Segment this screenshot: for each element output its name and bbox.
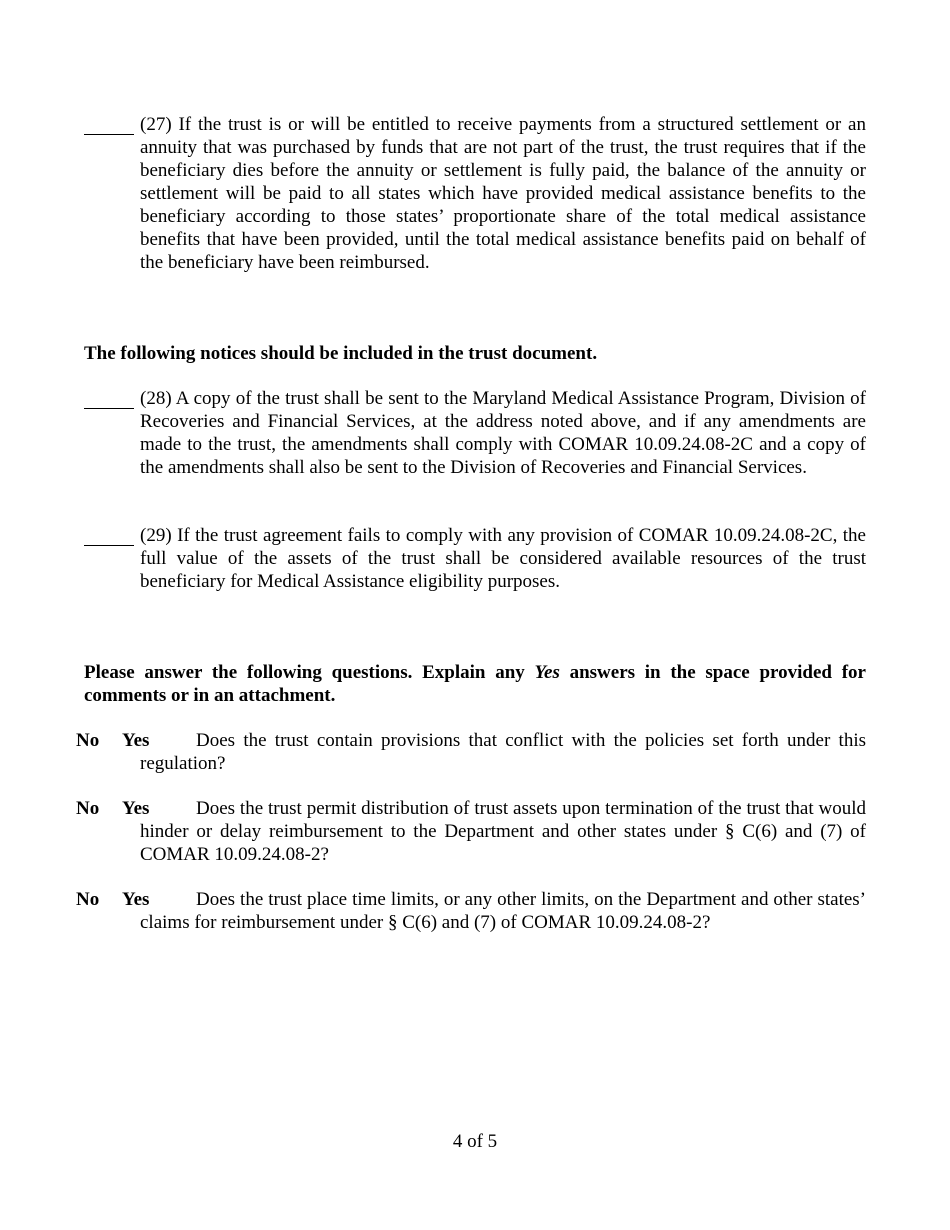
answer-no-3[interactable]: No — [76, 889, 100, 910]
checkmark-blank-29[interactable] — [84, 524, 134, 546]
provision-28 — [84, 387, 866, 479]
page-number: 4 of 5 — [452, 1131, 498, 1152]
provision-27-text: (27) If the trust is or will be entitled to receive payments from a structured settlement or an annuity that was purchased by funds that are not part of the trust, the trust requires that if the beneficiary dies before the annuity or settlement is fully paid, the balance of the annuity or settlement will be paid to all states which have provided medical assistance benefits to the beneficiary according to those states’ proportionate share of the total medical assistance benefits that have been provided, until the total medical assistance benefits paid on behalf of the beneficiary have been reimbursed. — [140, 114, 866, 273]
question-3-text: Does the trust place time limits, or any other limits, on the Department and other states’ claims for reimbursement under § C(6) and (7) of COMAR 10.09.24.08-2? — [140, 889, 866, 933]
question-3 — [76, 888, 866, 934]
question-1-text: Does the trust contain provisions that conflict with the policies set forth under this regulation? — [140, 730, 866, 774]
questions-heading-part1: Please answer the following questions. Explain any — [84, 662, 535, 683]
question-2-text: Does the trust permit distribution of trust assets upon termination of the trust that would hinder or delay reimbursement to the Department and other states under § C(6) and (7) of COMAR 10.09.24.08-2? — [140, 798, 866, 865]
provision-27 — [84, 113, 866, 274]
checkmark-blank-27[interactable] — [84, 113, 134, 135]
question-1 — [76, 729, 866, 775]
answer-yes-1[interactable]: Yes — [122, 730, 150, 751]
questions-heading-emphasis: Yes — [534, 662, 560, 683]
notices-heading: The following notices should be included in the trust document. — [84, 343, 598, 364]
provision-29-text: (29) If the trust agreement fails to comply with any provision of COMAR 10.09.24.08-2C, the full value of the assets of the trust shall be considered available resources of the trust beneficiary for Medical Assistance eligibility purposes. — [140, 525, 866, 592]
answer-yes-2[interactable]: Yes — [122, 798, 150, 819]
answer-no-1[interactable]: No — [76, 730, 100, 751]
answer-no-2[interactable]: No — [76, 798, 100, 819]
checkmark-blank-28[interactable] — [84, 387, 134, 409]
provision-28-text: (28) A copy of the trust shall be sent to the Maryland Medical Assistance Program, Division of Recoveries and Financial Services, at the address noted above, and if any amendments are made to the trust, the amendments shall comply with COMAR 10.09.24.08-2C and a copy of the amendments shall also be sent to the Division of Recoveries and Financial Services. — [140, 388, 866, 478]
provision-29 — [84, 524, 866, 593]
questions-heading-part2: answers in the space provided for comments or in an attachment. — [84, 662, 866, 706]
question-2 — [76, 797, 866, 866]
answer-yes-3[interactable]: Yes — [122, 889, 150, 910]
questions-heading — [84, 661, 866, 707]
